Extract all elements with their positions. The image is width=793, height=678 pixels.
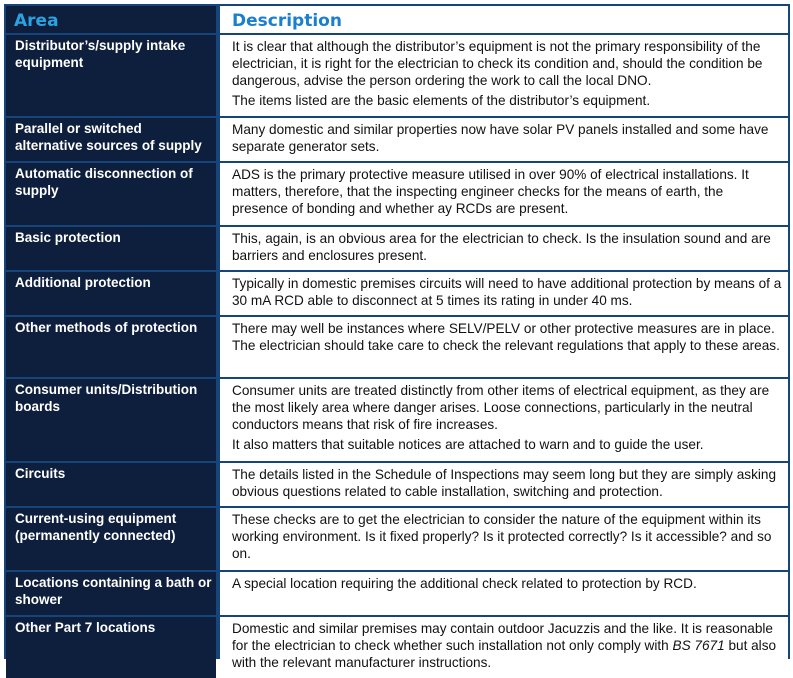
description-paragraph: The details listed in the Schedule of Inspections may seem long but they are simply asking obvious questions related to cable installation, switching and protection. xyxy=(232,467,777,499)
description-text: Domestic and similar premises may contain outdoor Jacuzzis and the like. It is reasonable for the electrician to check whether such installation not only comply with xyxy=(232,621,773,653)
area-cell: Other methods of protection xyxy=(6,317,216,377)
standard-reference: BS 7671 xyxy=(672,638,725,653)
description-cell xyxy=(220,617,788,678)
area-cell: Distributor’s/supply intake equipment xyxy=(6,35,216,116)
description-cell xyxy=(220,317,788,377)
description-cell xyxy=(220,272,788,315)
description-paragraph: The items listed are the basic elements of the distributor’s equipment. xyxy=(232,93,651,108)
description-paragraph: It is clear that although the distributor’s equipment is not the primary responsibility of the electrician, it is right for the electrician to check its condition and, should the condition be dangerous, advise the person ordering the work to call the local DNO. xyxy=(232,39,763,88)
description-cell xyxy=(220,572,788,615)
description-cell xyxy=(220,508,788,570)
area-cell: Parallel or switched alternative sources of supply xyxy=(6,118,216,161)
description-paragraph: It also matters that suitable notices are attached to warn and to guide the user. xyxy=(232,437,704,452)
description-paragraph: This, again, is an obvious area for the electrician to check. Is the insulation sound and are barriers and enclosures present. xyxy=(232,231,771,263)
description-cell xyxy=(220,163,788,225)
area-cell: Other Part 7 locations xyxy=(6,617,216,678)
description-paragraph: A special location requiring the additional check related to protection by RCD. xyxy=(232,576,697,591)
description-paragraph: These checks are to get the electrician to consider the nature of the equipment within its working environment. Is it fixed properly? Is it protected correctly? Is it accessible? and so on. xyxy=(232,512,772,561)
description-paragraph: Typically in domestic premises circuits will need to have additional protection by means of a 30 mA RCD able to disconnect at 5 times its rating in under 40 ms. xyxy=(232,276,782,308)
area-cell: Basic protection xyxy=(6,227,216,270)
description-paragraph: Consumer units are treated distinctly from other items of electrical equipment, as they are the most likely area where danger arises. Loose connections, particularly in the neutral conductors means that risk of fire increases. xyxy=(232,383,770,432)
area-cell: Automatic disconnection of supply xyxy=(6,163,216,225)
description-cell xyxy=(220,463,788,506)
area-cell: Consumer units/Distribution boards xyxy=(6,379,216,461)
area-cell: Current-using equipment (permanently connected) xyxy=(6,508,216,570)
inspection-table xyxy=(4,4,790,670)
area-cell: Circuits xyxy=(6,463,216,506)
area-cell: Locations containing a bath or shower xyxy=(6,572,216,615)
description-cell xyxy=(220,379,788,461)
area-column-header: Area xyxy=(6,6,216,33)
description-paragraph: Many domestic and similar properties now have solar PV panels installed and some have separate generator sets. xyxy=(232,122,769,154)
description-paragraph xyxy=(232,620,782,671)
table-grid xyxy=(6,6,788,670)
description-cell xyxy=(220,227,788,270)
description-cell xyxy=(220,35,788,116)
area-cell: Additional protection xyxy=(6,272,216,315)
description-column-header: Description xyxy=(220,6,788,33)
description-text: but also with the relevant manufacturer instructions. xyxy=(232,638,777,670)
description-cell xyxy=(220,118,788,161)
description-paragraph: ADS is the primary protective measure utilised in over 90% of electrical installations. It matters, therefore, that the inspecting engineer checks for the means of earth, the presence of bonding and whether ay RCDs are present. xyxy=(232,167,749,216)
description-paragraph: There may well be instances where SELV/PELV or other protective measures are in place. The electrician should take care to check the relevant regulations that apply to these areas. xyxy=(232,321,780,353)
